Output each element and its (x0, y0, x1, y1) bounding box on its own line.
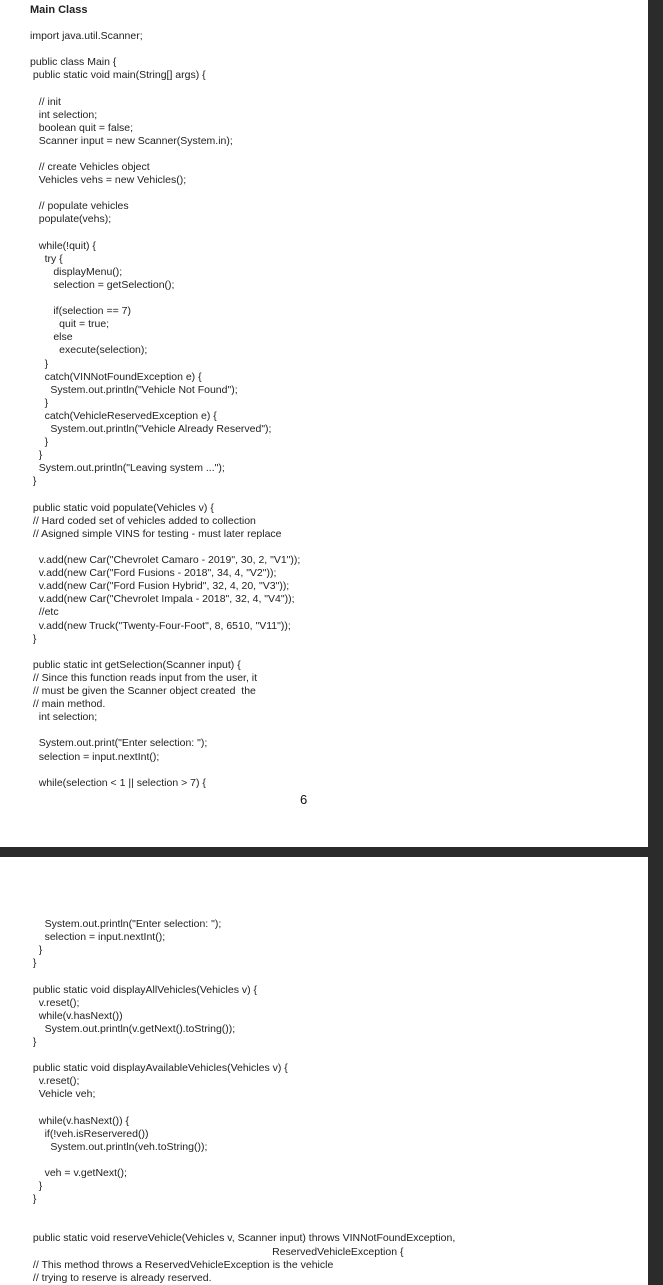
code-line: //etc (30, 606, 59, 619)
code-line: int selection; (30, 711, 98, 724)
code-line: displayMenu(); (30, 265, 123, 278)
code-line: // must be given the Scanner object created the (30, 685, 256, 697)
code-line: } (30, 396, 49, 409)
code-line: // init (30, 95, 61, 108)
code-line: int selection; (30, 108, 98, 121)
code-line: selection = input.nextInt(); (30, 750, 160, 763)
code-line: while(selection < 1 || selection > 7) { (30, 776, 206, 789)
code-line: System.out.println("Vehicle Not Found"); (30, 383, 238, 396)
code-line: // populate vehicles (30, 200, 129, 213)
code-line: v.reset(); (30, 1075, 80, 1088)
code-line: execute(selection); (30, 344, 148, 357)
code-line: public static void populate(Vehicles v) { (30, 501, 214, 514)
code-line: while(!quit) { (30, 239, 96, 252)
code-line: while(v.hasNext()) { (30, 1114, 129, 1127)
code-line: public static void main(String[] args) { (30, 69, 206, 82)
code-line: v.add(new Car("Chevrolet Impala - 2018", 32, 4, "V4")); (30, 593, 295, 606)
code-line: System.out.println(veh.toString()); (30, 1140, 208, 1153)
code-line: catch(VehicleReservedException e) { (30, 409, 217, 422)
viewer-background (648, 0, 663, 1285)
code-line: public static void displayAllVehicles(Vehicles v) { (30, 983, 258, 996)
code-line: } (30, 1035, 37, 1048)
code-line: catch(VINNotFoundException e) { (30, 370, 202, 383)
code-line: // main method. (30, 698, 106, 711)
code-line: try { (30, 252, 63, 265)
code-line: // Asigned simple VINS for testing - must later replace (30, 527, 282, 540)
code-line: v.reset(); (30, 996, 80, 1009)
code-line: populate(vehs); (30, 213, 112, 226)
code-line: quit = true; (30, 318, 110, 331)
code-line: System.out.println("Leaving system ..."); (30, 462, 225, 475)
code-line: public static void displayAvailableVehicles(Vehicles v) { (30, 1062, 288, 1075)
code-line: veh = v.getNext(); (30, 1166, 127, 1179)
code-line: } (30, 436, 49, 449)
code-line: System.out.println(v.getNext().toString()); (30, 1022, 236, 1035)
code-line: v.add(new Truck("Twenty-Four-Foot", 8, 6510, "V11")); (30, 619, 291, 632)
code-line: // Since this function reads input from the user, it (30, 671, 258, 684)
code-line: ReservedVehicleException { (30, 1245, 404, 1258)
code-line: while(v.hasNext()) (30, 1009, 123, 1022)
code-line: System.out.print("Enter selection: "); (30, 737, 208, 750)
code-line: } (30, 449, 43, 462)
code-line: } (30, 632, 37, 645)
code-line: } (30, 1193, 37, 1206)
code-line: } (30, 944, 43, 957)
code-line: v.add(new Car("Ford Fusion Hybrid", 32, 4, 20, "V3")); (30, 580, 290, 593)
code-line: // create Vehicles object (30, 161, 150, 173)
code-line: System.out.println("Vehicle Already Reserved"); (30, 423, 272, 435)
code-line: Scanner input = new Scanner(System.in); (30, 134, 233, 147)
code-line: System.out.println("Enter selection: "); (30, 918, 222, 930)
code-line: import java.util.Scanner; (30, 30, 143, 42)
code-line: v.add(new Car("Ford Fusions - 2018", 34, 4, "V2")); (30, 567, 277, 580)
code-line: else (30, 331, 73, 344)
code-line: public static void reserveVehicle(Vehicles v, Scanner input) throws VINNotFoundException, (30, 1232, 456, 1245)
code-line: Vehicle veh; (30, 1088, 96, 1101)
code-line: v.add(new Car("Chevrolet Camaro - 2019", 30, 2, "V1")); (30, 554, 301, 566)
code-line: if(!veh.isReservered()) (30, 1127, 149, 1140)
code-line: // Hard coded set of vehicles added to collection (30, 514, 256, 527)
page-number: 6 (300, 792, 308, 807)
code-line: // This method throws a ReservedVehicleException is the vehicle (30, 1258, 334, 1271)
document-page-2 (0, 857, 648, 1285)
code-line: public class Main { (30, 56, 117, 69)
code-line: } (30, 957, 37, 970)
code-line: selection = input.nextInt(); (30, 931, 166, 944)
code-line: // trying to reserve is already reserved. (30, 1271, 212, 1284)
document-title: Main Class (30, 4, 88, 16)
code-line: } (30, 1180, 43, 1192)
code-line: boolean quit = false; (30, 121, 134, 134)
code-line: Vehicles vehs = new Vehicles(); (30, 174, 187, 187)
code-line: selection = getSelection(); (30, 278, 175, 291)
code-line: } (30, 475, 37, 488)
code-line: if(selection == 7) (30, 305, 131, 318)
code-line: public static int getSelection(Scanner input) { (30, 658, 241, 671)
code-line: } (30, 357, 49, 370)
